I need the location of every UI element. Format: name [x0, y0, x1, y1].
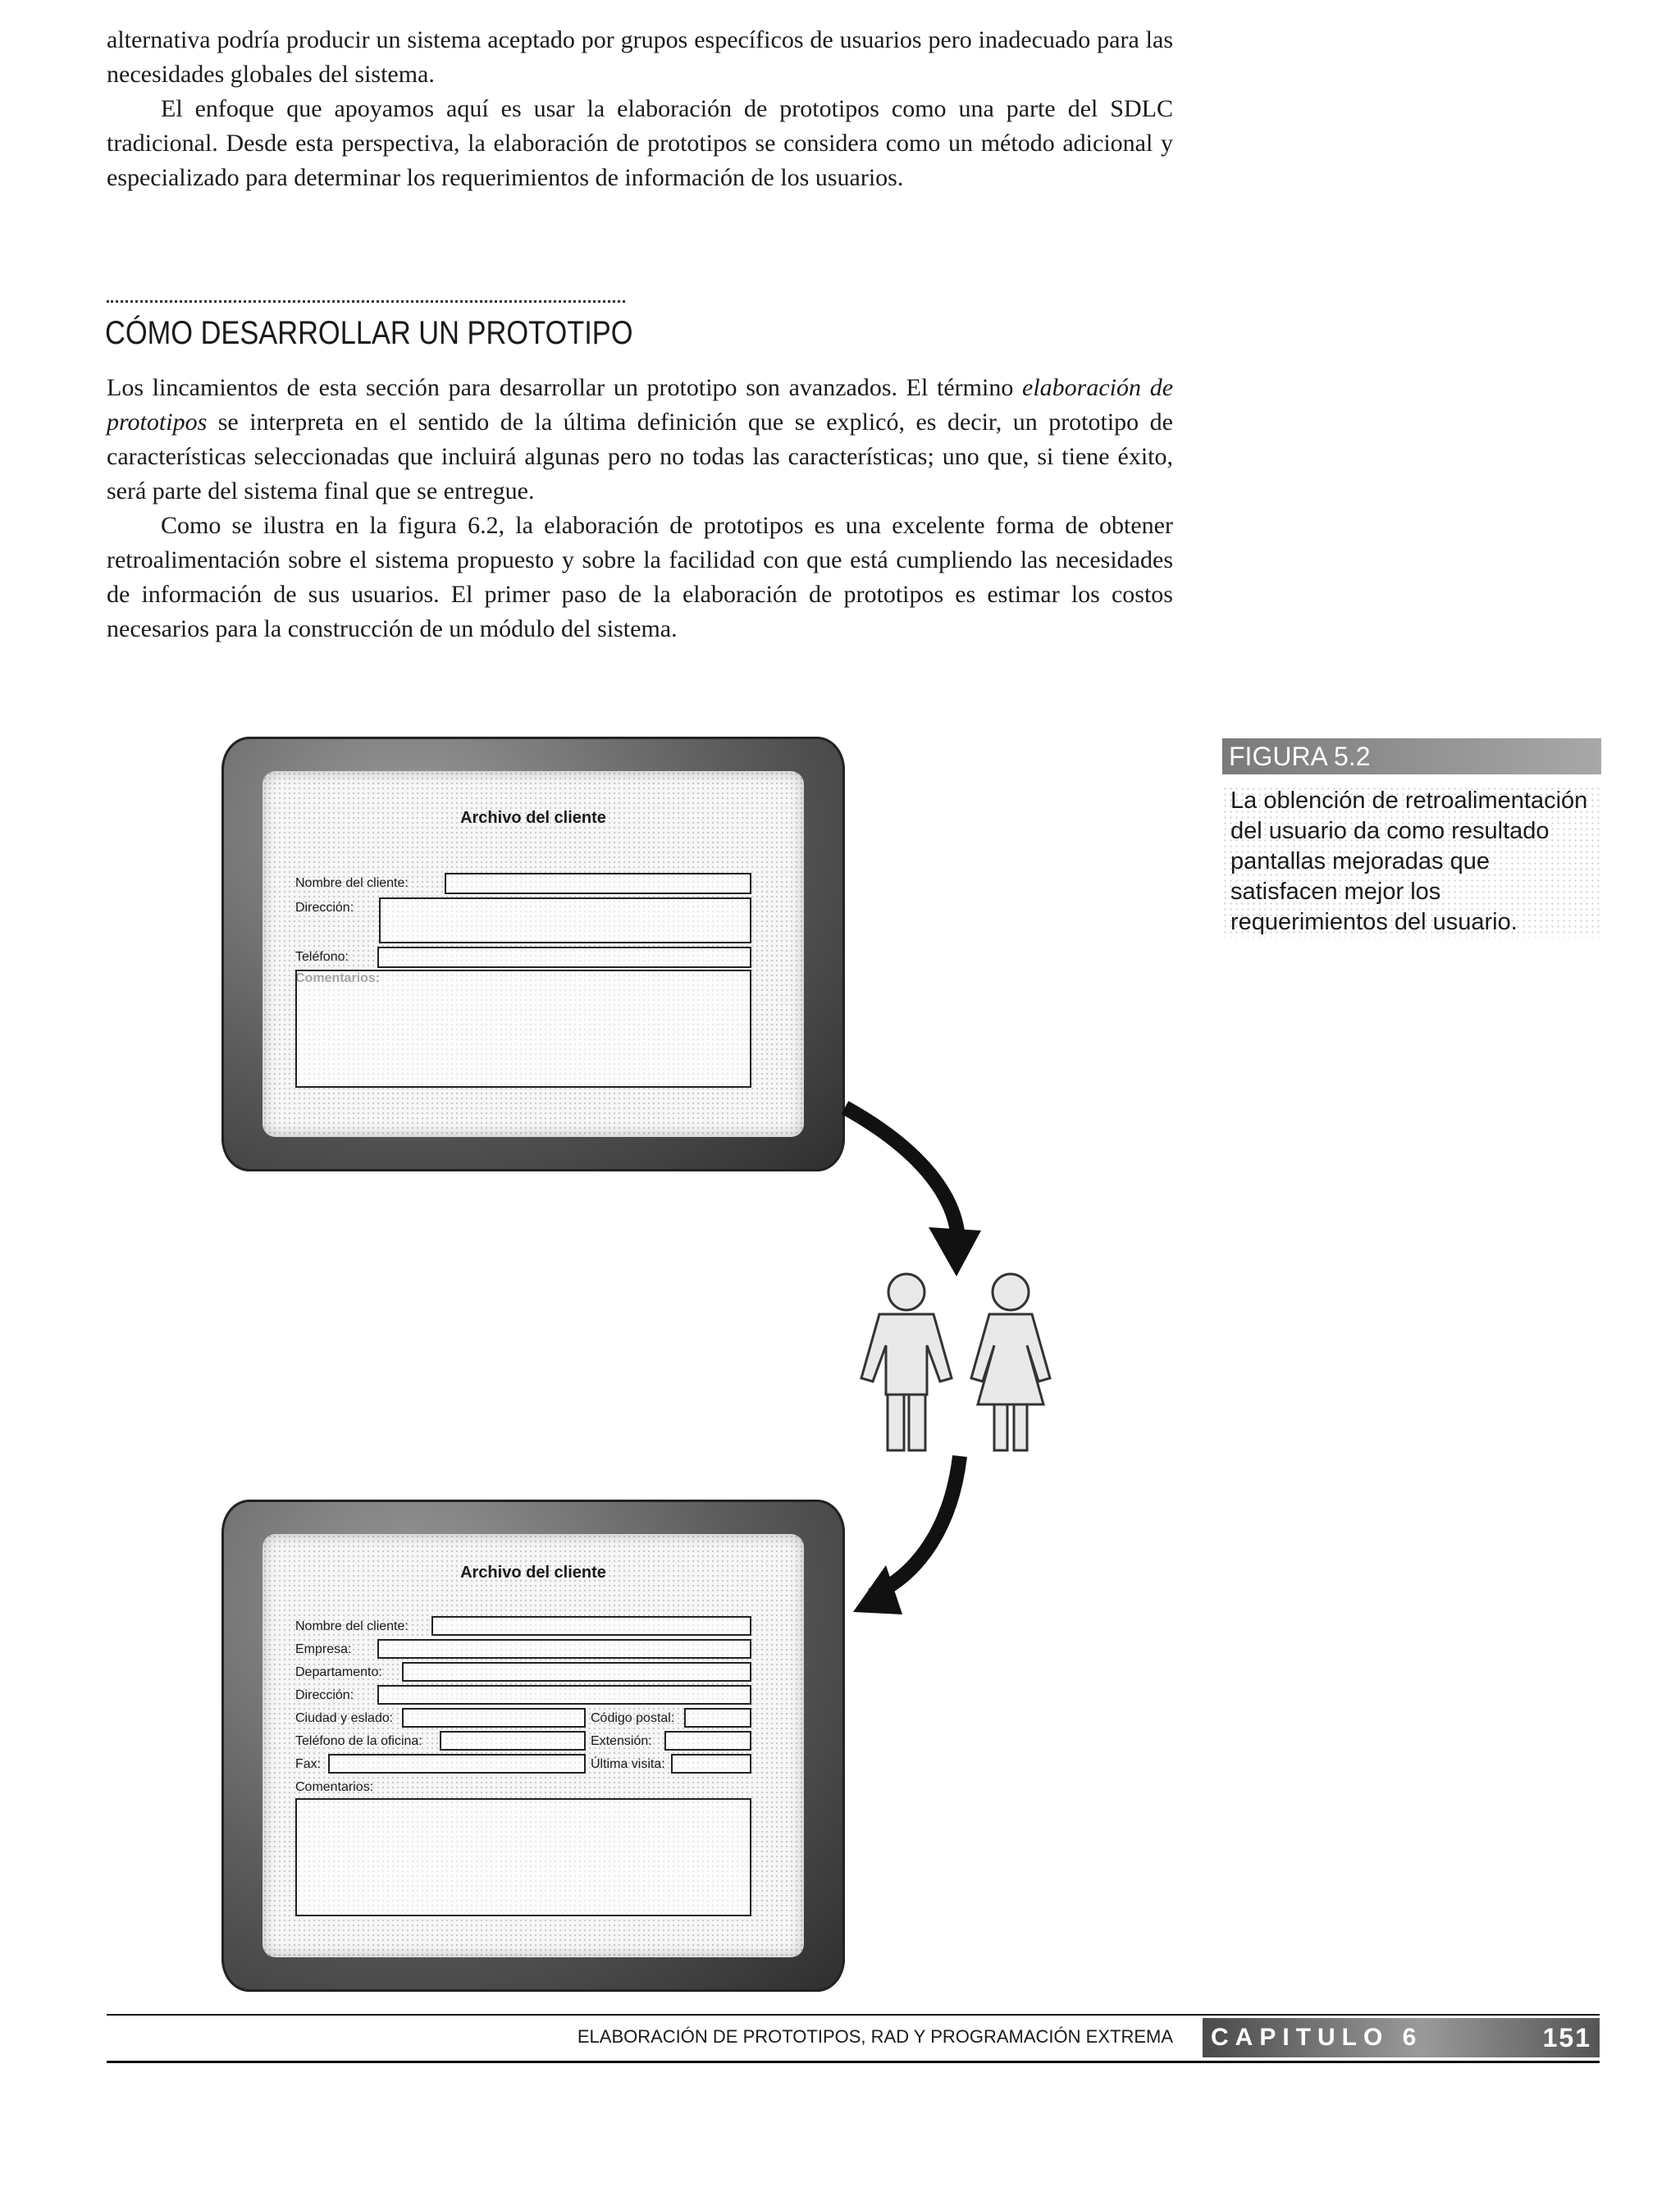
section-paragraph-2: Como se ilustra en la figura 6.2, la elaboración de prototipos es una excelente forma de obtener retroalimentación sobre el sistema propuesto y sobre la facilidad con que está cumpliendo las necesidades de información de sus usuarios. El primer paso de la elaboración de prototipos es estimar los costos necesarios para la construcción de un módulo del sistema.: [107, 512, 1173, 642]
section-heading: CÓMO DESARROLLAR UN PROTOTIPO: [105, 315, 633, 351]
form-title: Archivo del cliente: [460, 809, 606, 827]
intro-paragraph-2: El enfoque que apoyamos aquí es usar la elaboración de prototipos como una parte del SDLC tradicional. Desde esta perspectiva, la elaboración de prototipos se considera como un método adicional y especializado para determinar los requerimientos de información de los usuarios.: [107, 95, 1173, 191]
field-label-departamento: Departamento:: [295, 1665, 382, 1679]
field-label-ciudad: Ciudad y eslado:: [295, 1711, 394, 1725]
field-label-direccion: Dirección:: [295, 901, 354, 915]
field-label-direccion: Dirección:: [295, 1688, 354, 1702]
form-title: Archivo del cliente: [460, 1564, 606, 1582]
chapter-label: CAPITULO 6: [1211, 2024, 1423, 2051]
figure-label: FIGURA 5.2: [1222, 738, 1601, 774]
page-number: 151: [1542, 2023, 1591, 2052]
arrow-head-down-icon: [929, 1227, 981, 1276]
user-male-icon: [861, 1274, 952, 1450]
intro-paragraph-1: alternativa podría producir un sistema aceptado por grupos específicos de usuarios pero inadecuado para las necesidades globales del sistema.: [107, 26, 1173, 88]
footer-chapter-tab: [1203, 2018, 1600, 2057]
paragraph-text: Los lincamientos de esta sección para desarrollar un prototipo son avanzados. El término: [107, 374, 1023, 401]
figure-caption: La oblención de retroalimentación del usuario da como resultado pantallas mejoradas que satisfacen mejor los requerimientos del usuario.: [1222, 786, 1601, 938]
field-label-codigo-postal: Código postal:: [591, 1711, 675, 1725]
paragraph-text: se interpreta en el sentido de la última definición que se explicó, es decir, un prototipo de características seleccionadas que incluirá algunas pero no todas las características; uno que, si tiene éxito, será parte del sistema final que se entregue.: [107, 409, 1173, 505]
field-label-comentarios: Comentarios:: [295, 1780, 374, 1794]
arrow-to-users-icon: [845, 1107, 958, 1247]
field-label-telefono: Teléfono:: [295, 950, 349, 964]
field-label-nombre: Nombre del cliente:: [295, 1619, 409, 1633]
field-label-nombre: Nombre del cliente:: [295, 876, 409, 890]
footer-rule-top: [107, 2014, 1600, 2016]
field-label-fax: Fax:: [295, 1757, 322, 1771]
field-label-telefono-oficina: Teléfono de la oficina:: [295, 1734, 422, 1748]
user-female-icon: [971, 1274, 1050, 1450]
footer-rule-bottom: [107, 2061, 1600, 2063]
italic-term: elaboración de prototipos: [107, 374, 1174, 436]
field-label-ultima-visita: Última visita:: [591, 1757, 665, 1771]
footer-running-title: ELABORACIÓN DE PROTOTIPOS, RAD Y PROGRAMACIÓN EXTREMA: [577, 2026, 1173, 2047]
field-label-empresa: Empresa:: [295, 1642, 352, 1656]
field-label-extension: Extensión:: [591, 1734, 652, 1748]
